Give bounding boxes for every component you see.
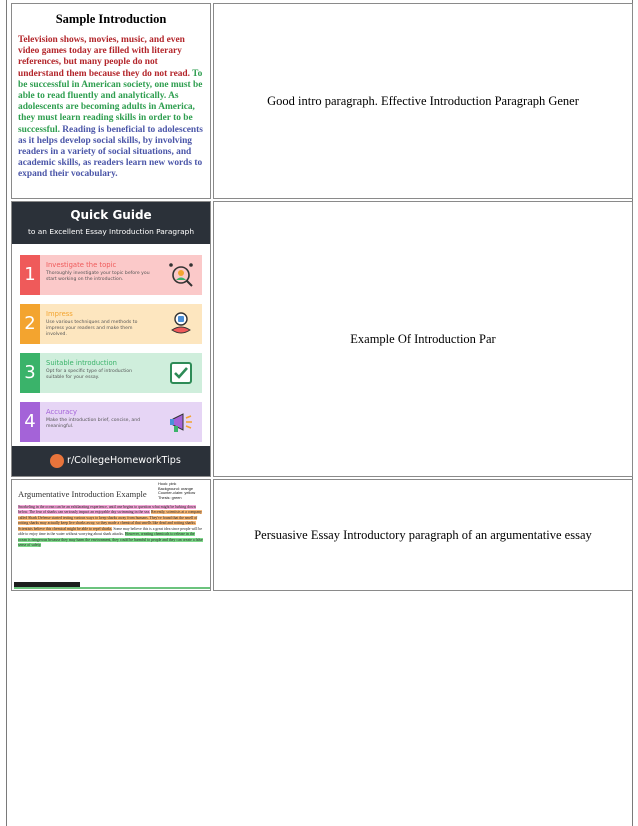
step-description: Opt for a specific type of introduction suitable for your essay. xyxy=(46,369,133,380)
research-icon xyxy=(168,262,194,288)
guide-footer xyxy=(12,446,210,476)
guide-step xyxy=(20,304,202,344)
step-name: Investigate the topic xyxy=(46,261,117,269)
step-name: Accuracy xyxy=(46,408,78,416)
legend-item: Counter-claim: yellow xyxy=(158,490,196,496)
highlighted-paragraph xyxy=(18,505,204,549)
page-border-left xyxy=(6,0,7,826)
footer-text: r/CollegeHomeworkTips xyxy=(67,455,181,466)
guide-title: Quick Guide xyxy=(70,208,152,222)
guide-header xyxy=(12,202,210,244)
sample-introduction-image xyxy=(12,4,210,198)
guide-step xyxy=(20,255,202,295)
caption-cell: Persuasive Essay Introductory paragraph of an argumentative essay xyxy=(213,479,633,591)
impress-icon xyxy=(168,311,194,337)
quick-guide-image xyxy=(12,202,210,476)
highlight-legend xyxy=(158,482,195,500)
guide-step xyxy=(20,353,202,393)
image-cell xyxy=(11,479,211,591)
megaphone-icon xyxy=(168,409,194,435)
background-sentences: To be successful in American society, one must be able to read fluently and analytically. As adolescents are becoming adults in America, they must learn reading skills in order to be successful. xyxy=(18,68,203,135)
caption-cell: Good intro paragraph. Effective Introduction Paragraph Gener xyxy=(213,3,633,199)
step-number: 2 xyxy=(20,304,40,344)
thesis-text: However, creating chemicals to release in the ocean is dangerous because they may harm the environment, they could be harmful to people and they can create a false sense of safety. xyxy=(18,532,203,548)
step-description: Use various techniques and methods to impress your readers and make them involved. xyxy=(46,320,138,337)
step-description: Make the introduction brief, concise, and meaningful. xyxy=(46,418,141,429)
step-name: Impress xyxy=(46,310,73,318)
step-number: 4 xyxy=(20,402,40,442)
checkmark-icon xyxy=(168,360,194,386)
image-caption-table xyxy=(9,1,635,593)
image-cell xyxy=(11,201,211,477)
step-description: Thoroughly investigate your topic before you start working on the introduction. xyxy=(46,271,150,282)
table-row xyxy=(11,3,633,199)
step-number: 1 xyxy=(20,255,40,295)
sample-paragraph xyxy=(12,27,210,181)
background-text: Recently, scientists at a company called Shark Defense started testing various ways to keep sharks away from humans. They've found that the smell of rotting sharks may actually keep live sharks away, so they made a chemical that smells like dead and rotting sharks. Scientists believe this chemical might be able to repel sharks. xyxy=(18,510,202,531)
guide-step xyxy=(20,402,202,442)
hook-sentences: Television shows, movies, music, and even video games today are filled with literary references, but many people do not understand them because they do not read. xyxy=(18,35,190,79)
hook-text: Snorkeling in the ocean can be an exhilarating experience, until one begins to question what might be lurking down below. The fear of sharks can seriously impact an enjoyable day swimming in the sea. xyxy=(18,505,196,515)
progress-strip xyxy=(14,587,210,589)
table-row xyxy=(11,201,633,477)
step-name: Suitable introduction xyxy=(46,359,117,367)
image-cell xyxy=(11,3,211,199)
image-title: Argumentative Introduction Example xyxy=(18,489,147,499)
step-number: 3 xyxy=(20,353,40,393)
thesis-sentences: Reading is beneficial to adolescents as it helps develop social skills, by involving readers in a variety of social situations, and academic skills, as readers learn new words to expand their vocabulary. xyxy=(18,124,203,180)
image-title: Sample Introduction xyxy=(55,12,167,26)
reddit-logo-icon xyxy=(50,454,64,468)
caption-cell: Example Of Introduction Par xyxy=(213,201,633,477)
argumentative-example-image xyxy=(12,480,210,590)
legend-item: Hook: pink xyxy=(158,481,177,486)
legend-item: Thesis: green xyxy=(158,494,182,500)
guide-subtitle: to an Excellent Essay Introduction Paragraph xyxy=(27,227,195,236)
legend-item: Background: orange xyxy=(158,485,194,491)
table-row xyxy=(11,479,633,591)
counter-claim-text: Some may believe this is a great idea since people will be able to enjoy time in the water without worrying about shark attacks. xyxy=(18,526,203,537)
